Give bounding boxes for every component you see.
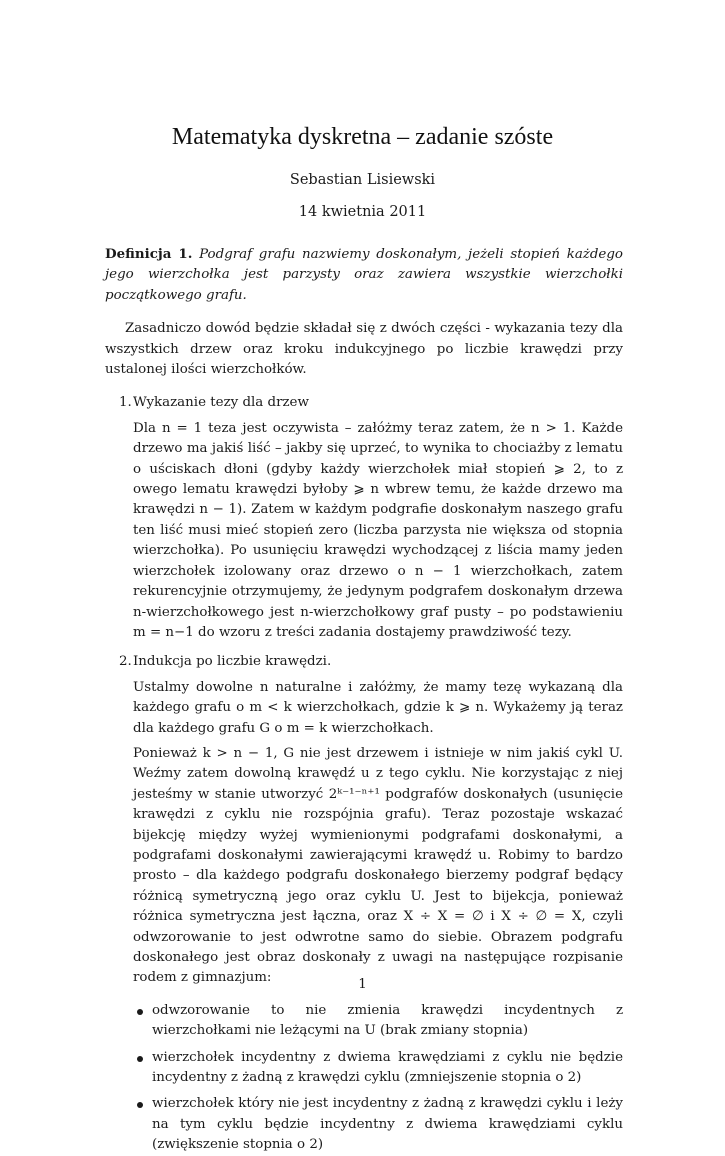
definition-text: Podgraf grafu nazwiemy doskonałym, jeżeli stopień każdego jego wierzchołka jest parzysty oraz zawiera wszystkie wierzchołki początkowego grafu. xyxy=(105,247,623,303)
bullet-item xyxy=(133,1001,623,1042)
document-author: Sebastian Lisiewski xyxy=(289,172,436,188)
bullet-item xyxy=(133,1048,623,1089)
step-paragraph: Ustalmy dowolne n naturalne i załóżmy, że mamy tezę wykazaną dla każdego grafu o m < k wierzchołkach, gdzie k ⩾ n. Wykażemy ją teraz dla każdego grafu G o m = k wierzchołkach. xyxy=(133,679,623,736)
document-title: Matematyka dyskretna – zadanie szóste xyxy=(171,124,554,150)
proof-steps xyxy=(105,393,623,1155)
step-paragraph: Ponieważ k > n − 1, G nie jest drzewem i istnieje w nim jakiś cykl U. Weźmy zatem dowolną krawędź u z tego cyklu. Nie korzystając z niej jesteśmy w stanie utworzyć 2ᵏ⁻¹⁻ⁿ⁺¹ podgrafów doskonałych (usunięcie krawędzi z cyklu nie rozspójnia grafu). Teraz pozostaje wskazać bijekcję między wyżej wymienionymi podgrafami doskonałymi, a podgrafami doskonałymi zawierającymi krawędź u. Robimy to bardzo prosto – dla każdego podgrafu doskonałego bierzemy podgraf będący różnicą symetryczną jego oraz cyklu U. Jest to bijekcja, ponieważ różnica symetryczna jest łączna, oraz X ÷ X = ∅ i X ÷ ∅ = X, czyli odwzorowanie to jest odwrotne samo do siebie. Obrazem podgrafu doskonałego jest obraz doskonały z uwagi na następujące rozpisanie rodem z gimnazjum: xyxy=(133,745,623,986)
document-body xyxy=(105,244,623,1156)
bullet-text: wierzchołek który nie jest incydentny z żadną z krawędzi cyklu i leży na tym cyklu będzie incydentny z dwiema krawędziami cyklu (zwiększenie stopnia o 2) xyxy=(152,1096,623,1153)
bullet-item xyxy=(133,1094,623,1155)
step-title: Wykazanie tezy dla drzew xyxy=(133,395,309,411)
step-paragraph: Dla n = 1 teza jest oczywista – załóżmy teraz zatem, że n > 1. Każde drzewo ma jakiś liść – jakby się uprzeć, to wynika to chociażby z lematu o uściskach dłoni (gdyby każdy wierzchołek miał stopień ⩾ 2, to z owego lematu krawędzi byłoby ⩾ n wbrew temu, że każde drzewo ma krawędzi n − 1). Zatem w każdym podgrafie doskonałym naszego grafu ten liść musi mieć stopień zero (liczba parzysta nie większa od stopnia wierzchołka). Po usunięciu krawędzi wychodzącej z liścia mamy jeden wierzchołek izolowany oraz drzewo o n − 1 wierzchołkach, zatem rekurencyjnie otrzymujemy, że jedynym podgrafem doskonałym drzewa n-wierzchołkowego jest n-wierzchołkowy graf pusty – po podstawieniu m = n−1 do wzoru z treści zadania dostajemy prawdziwość tezy. xyxy=(133,420,623,640)
definition xyxy=(105,244,623,306)
proof-step xyxy=(105,393,623,643)
document-date: 14 kwietnia 2011 xyxy=(298,204,427,220)
bullet-icon xyxy=(137,1056,143,1062)
step-title: Indukcja po liczbie krawędzi. xyxy=(133,654,332,670)
step-number: 2. xyxy=(119,654,132,670)
bullet-list xyxy=(133,1001,623,1156)
bullet-text: wierzchołek incydentny z dwiema krawędziami z cyklu nie będzie incydentny z żadną z krawędzi cyklu (zmniejszenie stopnia o 2) xyxy=(152,1049,623,1086)
proof-step xyxy=(105,652,623,1155)
bullet-icon xyxy=(137,1009,143,1015)
definition-label: Definicja 1. xyxy=(105,246,193,262)
bullet-icon xyxy=(137,1102,143,1108)
step-number: 1. xyxy=(119,395,132,411)
page-number: 1 xyxy=(358,977,367,992)
bullet-text: odwzorowanie to nie zmienia krawędzi incydentnych z wierzchołkami nie leżącymi na U (brak zmiany stopnia) xyxy=(152,1002,623,1039)
intro-paragraph: Zasadniczo dowód będzie składał się z dwóch części - wykazania tezy dla wszystkich drzew oraz kroku indukcyjnego po liczbie krawędzi przy ustalonej ilości wierzchołków. xyxy=(105,321,623,378)
